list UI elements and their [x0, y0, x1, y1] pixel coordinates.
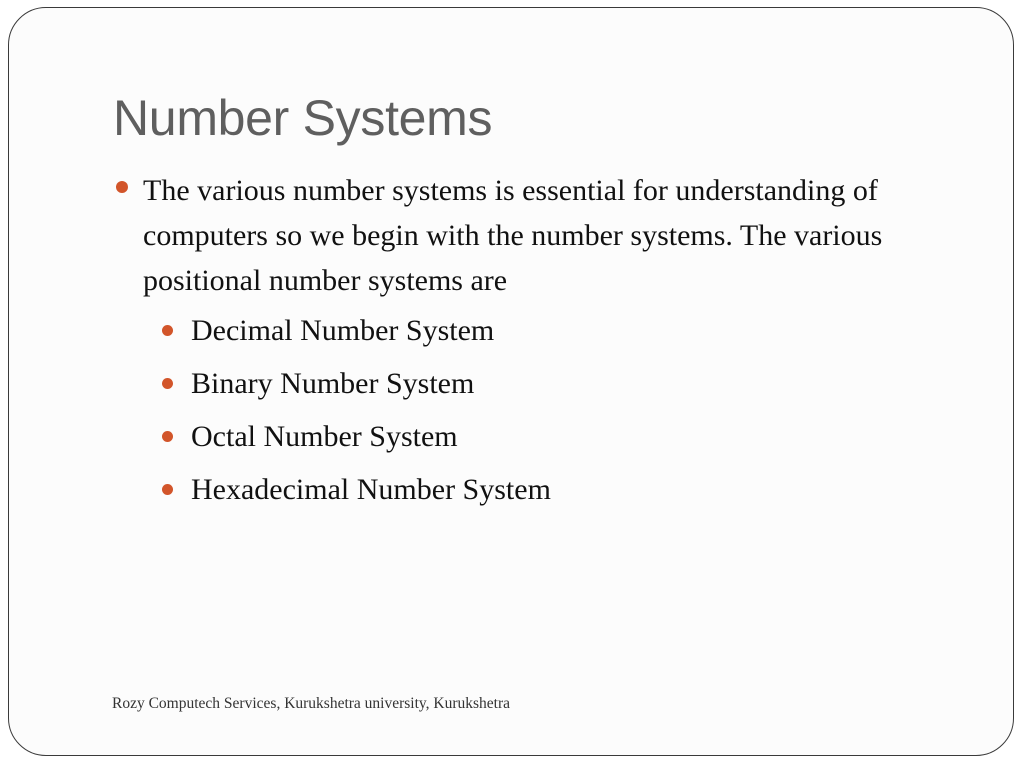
- list-item-decimal: [162, 304, 551, 357]
- bullet-icon: [162, 325, 173, 336]
- bullet-icon: [116, 181, 128, 193]
- number-system-list: [162, 304, 551, 516]
- list-item-label: Hexadecimal Number System: [191, 473, 551, 506]
- list-item-label: Decimal Number System: [191, 314, 495, 347]
- list-item-binary: [162, 357, 551, 410]
- list-item-octal: [162, 410, 551, 463]
- list-item-hexadecimal: [162, 463, 551, 516]
- slide-footer: Rozy Computech Services, Kurukshetra university, Kurukshetra: [112, 695, 511, 712]
- intro-paragraph: The various number systems is essential for understanding of computers so we begin with the number systems. The various positional number systems are: [143, 174, 883, 297]
- slide-title: Number Systems: [113, 90, 493, 146]
- bullet-icon: [162, 378, 173, 389]
- list-item-label: Octal Number System: [191, 420, 458, 453]
- list-item-label: Binary Number System: [191, 367, 475, 400]
- bullet-icon: [162, 484, 173, 495]
- bullet-icon: [162, 431, 173, 442]
